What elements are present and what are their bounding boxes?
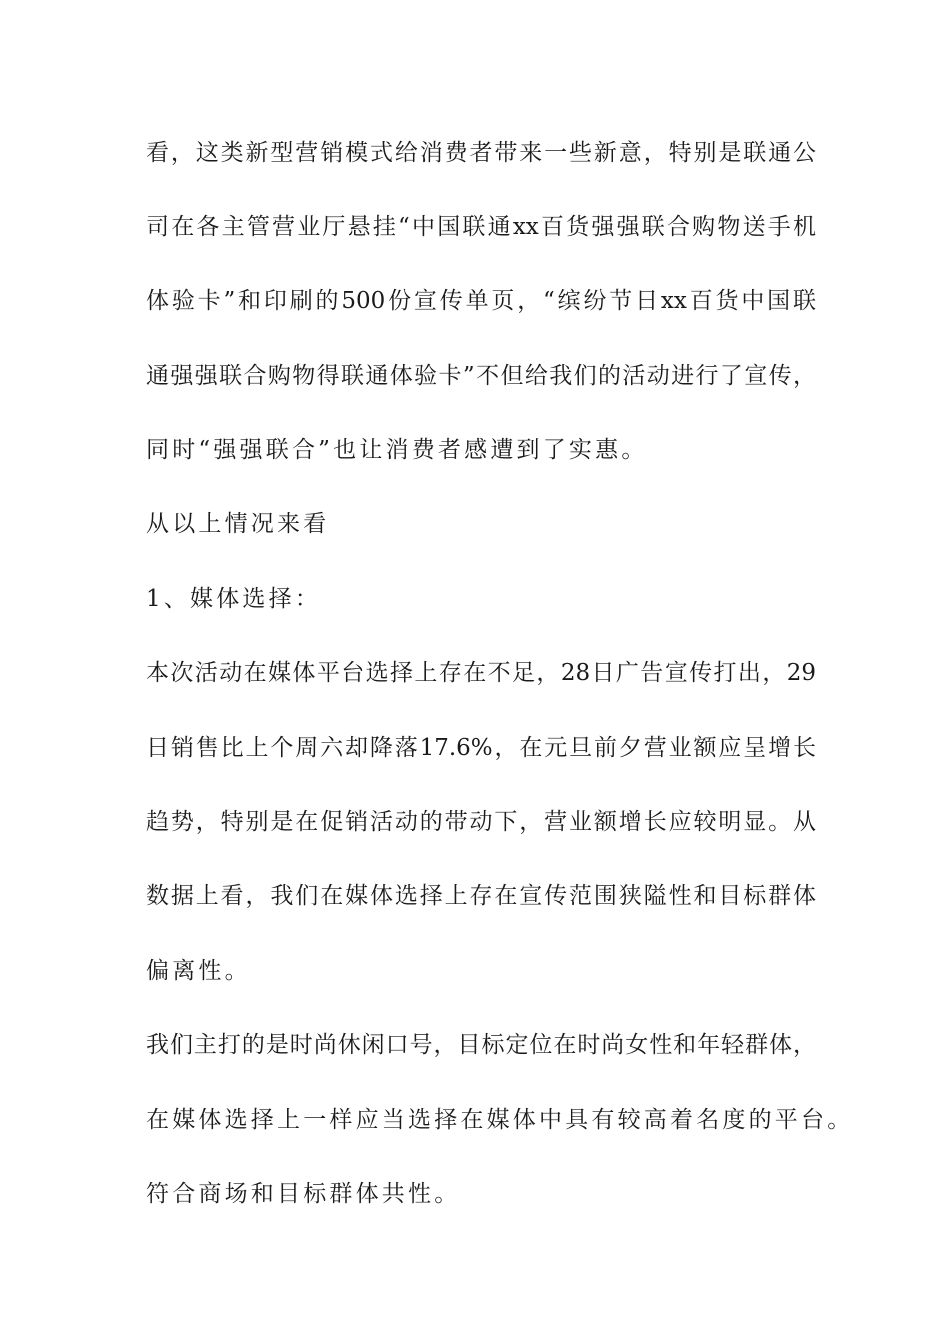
paragraph-line: 日销售比上个周六却降落17.6%，在元旦前夕营业额应呈增长 xyxy=(146,735,816,761)
paragraph-line: 从以上情况来看 xyxy=(146,511,330,537)
paragraph-line: 通强强联合购物得联通体验卡”不但给我们的活动进行了宣传， xyxy=(146,363,816,389)
paragraph-line: 符合商场和目标群体共性。 xyxy=(146,1181,461,1207)
paragraph-line: 我们主打的是时尚休闲口号，目标定位在时尚女性和年轻群体， xyxy=(146,1032,816,1058)
paragraph-line: 偏离性。 xyxy=(146,958,251,984)
paragraph-line: 司在各主管营业厅悬挂“中国联通xx百货强强联合购物送手机 xyxy=(146,214,816,240)
paragraph-line: 看，这类新型营销模式给消费者带来一些新意，特别是联通公 xyxy=(146,140,816,166)
paragraph-line: 同时“强强联合”也让消费者感遭到了实惠。 xyxy=(146,437,648,463)
section-heading: 1、媒体选择： xyxy=(146,586,322,612)
paragraph-line: 本次活动在媒体平台选择上存在不足，28日广告宣传打出，29 xyxy=(146,660,816,686)
paragraph-line: 体验卡”和印刷的500份宣传单页，“缤纷节日xx百货中国联 xyxy=(146,288,816,314)
paragraph-line: 数据上看，我们在媒体选择上存在宣传范围狭隘性和目标群体 xyxy=(146,883,816,909)
paragraph-line: 趋势，特别是在促销活动的带动下，营业额增长应较明显。从 xyxy=(146,809,816,835)
paragraph-line: 在媒体选择上一样应当选择在媒体中具有较高着名度的平台。 xyxy=(146,1107,854,1133)
